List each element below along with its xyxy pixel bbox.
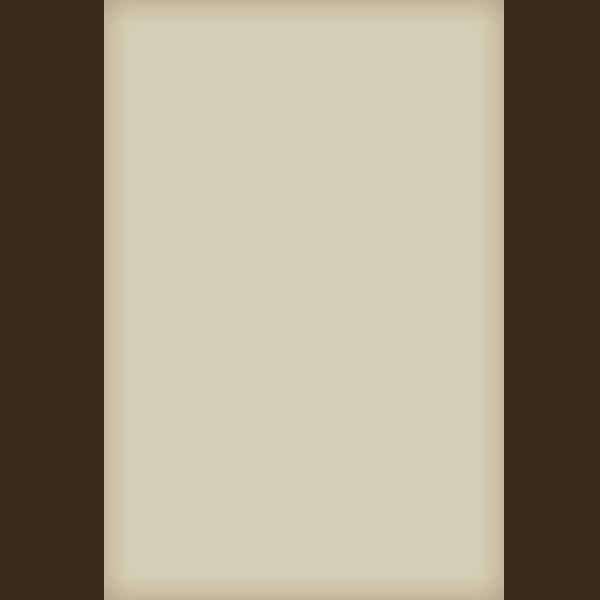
book-page: [104, 0, 504, 600]
